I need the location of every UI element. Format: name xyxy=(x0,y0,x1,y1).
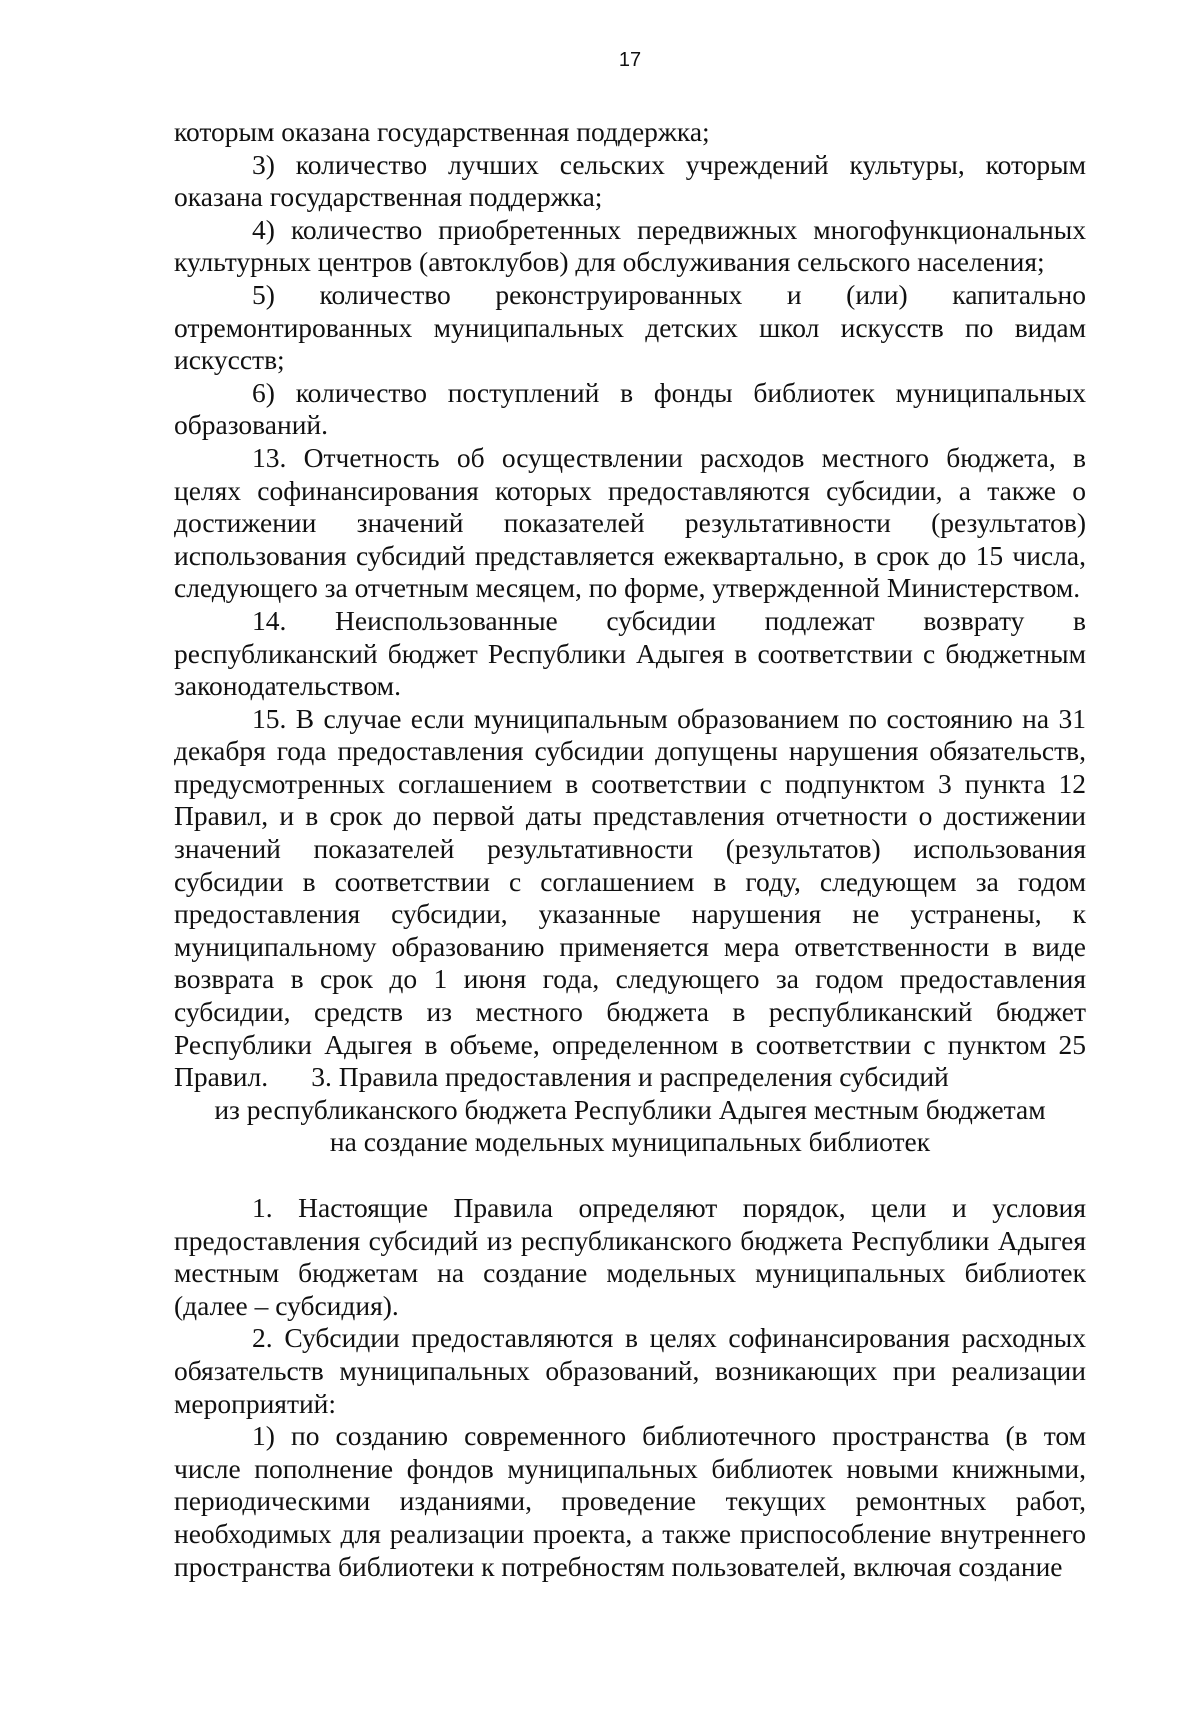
paragraph: 13. Отчетность об осуществлении расходов местного бюджета, в целях софинансирования которых предоставляются субсидии, а также о достижении значений показателей результативности (результатов) использования субсидий представляется ежеквартально, в срок до 15 числа, следующего за отчетным месяцем, по форме, утвержденной Министерством. xyxy=(174,441,1086,604)
paragraph: которым оказана государственная поддержка; xyxy=(174,116,710,147)
paragraph: 1. Настоящие Правила определяют порядок, цели и условия предоставления субсидий из республиканского бюджета Республики Адыгея местным бюджетам на создание модельных муниципальных библиотек (далее – субсидия). xyxy=(174,1192,1086,1321)
paragraph: 1) по созданию современного библиотечного пространства (в том числе пополнение фондов муниципальных библиотек новыми книжными, периодическими изданиями, проведение текущих ремонтных работ, необходимых для реализации проекта, а также приспособление внутреннего пространства библиотеки к потребностям пользователей, включая создание xyxy=(174,1420,1086,1582)
section-heading xyxy=(174,1061,1086,1159)
paragraph: 15. В случае если муниципальным образованием по состоянию на 31 декабря года предоставления субсидии допущены нарушения обязательств, предусмотренных соглашением в соответствии с подпунктом 3 пункта 12 Правил, и в срок до первой даты представления отчетности о достижении значений показателей результативности (результатов) использования субсидии в соответствии с соглашением в году, следующем за годом предоставления субсидии, указанные нарушения не устранены, к муниципальному образованию применяется мера ответственности в виде возврата в срок до 1 июня года, следующего за годом предоставления субсидии, средств из местного бюджета в республиканский бюджет Республики Адыгея в объеме, определенном в соответствии с пунктом 25 Правил. xyxy=(174,702,1086,1093)
paragraph: 4) количество приобретенных передвижных многофункциональных культурных центров (автоклубов) для обслуживания сельского населения; xyxy=(174,213,1086,278)
section-heading-line: из республиканского бюджета Республики Адыгея местным бюджетам xyxy=(214,1093,1046,1125)
paragraph: 6) количество поступлений в фонды библиотек муниципальных образований. xyxy=(174,376,1086,441)
body-text-top xyxy=(174,116,1086,1094)
paragraph: 3) количество лучших сельских учреждений культуры, которым оказана государственная поддержка; xyxy=(174,148,1086,213)
paragraph: 14. Неиспользованные субсидии подлежат возврату в республиканский бюджет Республики Адыгея в соответствии с бюджетным законодательством. xyxy=(174,604,1086,702)
page-number: 17 xyxy=(618,49,642,71)
section-heading-line: 3. Правила предоставления и распределения субсидий xyxy=(311,1061,949,1092)
paragraph: 5) количество реконструированных и (или) капитально отремонтированных муниципальных детских школ искусств по видам искусств; xyxy=(174,278,1086,376)
section-heading-line: на создание модельных муниципальных библиотек xyxy=(329,1126,931,1158)
paragraph: 2. Субсидии предоставляются в целях софинансирования расходных обязательств муниципальных образований, возникающих при реализации мероприятий: xyxy=(174,1322,1086,1419)
body-text-bottom xyxy=(174,1192,1086,1583)
